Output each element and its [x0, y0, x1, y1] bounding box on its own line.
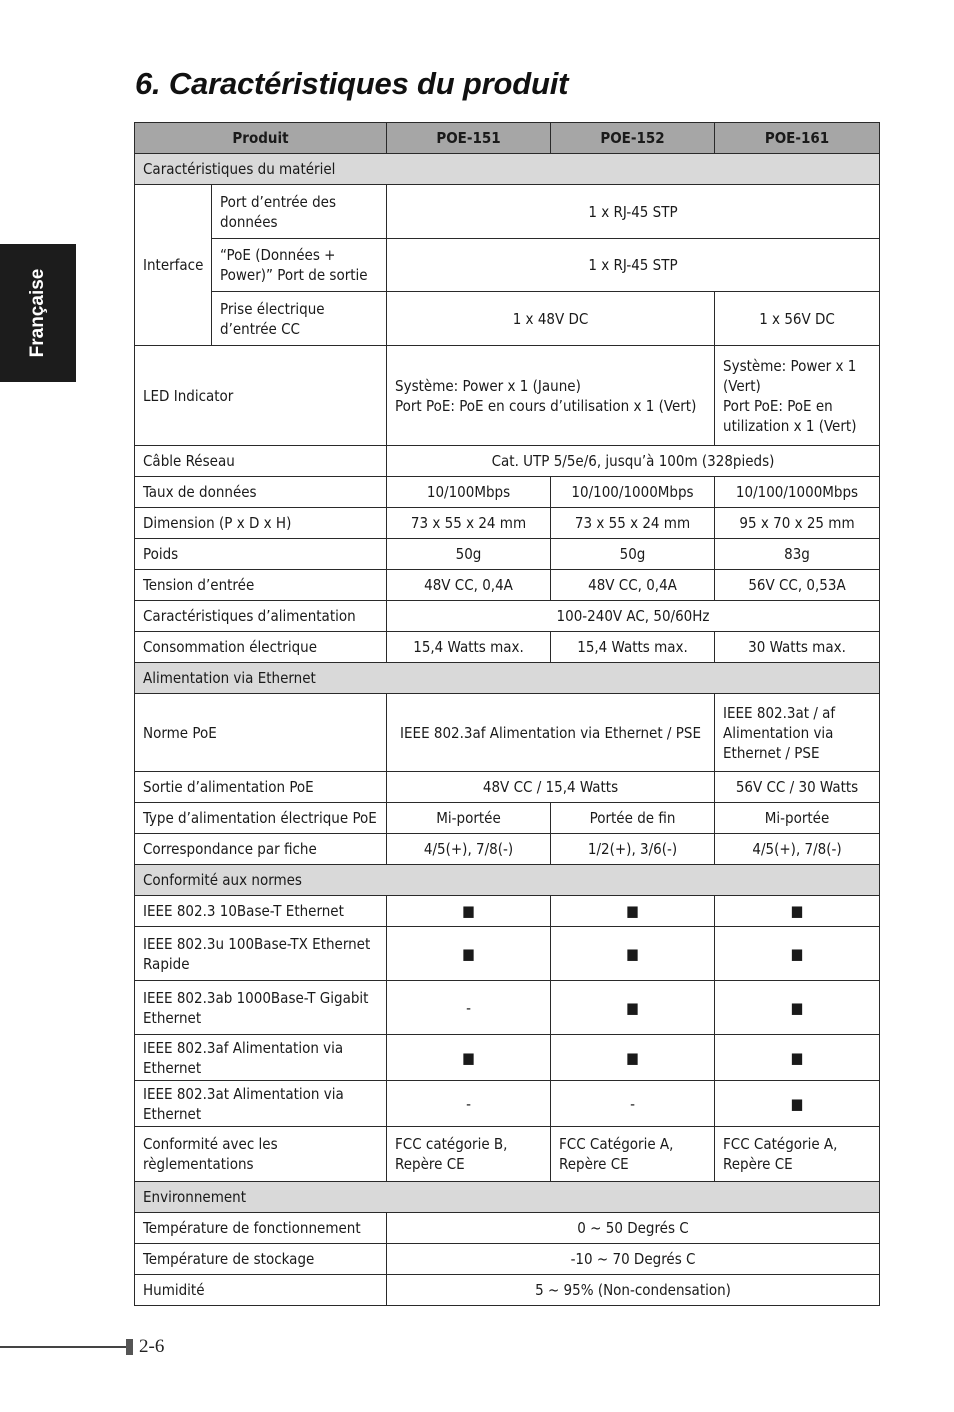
table-row: [135, 1275, 880, 1306]
row-label: Norme PoE: [135, 694, 387, 772]
language-side-tab: [0, 244, 76, 382]
led-line: Système: Power x 1 (Jaune): [395, 376, 581, 395]
footer-rule: [0, 1346, 126, 1348]
cell-value: 100-240V AC, 50/60Hz: [387, 601, 880, 632]
table-row: [135, 896, 880, 927]
row-label: Taux de données: [135, 477, 387, 508]
row-label: IEEE 802.3 10Base-T Ethernet: [135, 896, 387, 927]
cell-value: IEEE 802.3at / af Alimentation via Ethernet / PSE: [715, 694, 880, 772]
cell-value: 4/5(+), 7/8(-): [387, 834, 551, 865]
row-label: Température de fonctionnement: [135, 1213, 387, 1244]
cell-value: 50g: [387, 539, 551, 570]
header-produit: Produit: [135, 123, 387, 154]
row-label: Consommation électrique: [135, 632, 387, 663]
row-label: Humidité: [135, 1275, 387, 1306]
row-label: IEEE 802.3ab 1000Base-T Gigabit Ethernet: [135, 981, 387, 1035]
cell-value: FCC Catégorie A, Repère CE: [551, 1127, 715, 1182]
compliance-mark: ■: [551, 981, 715, 1035]
cell-value: Mi-portée: [387, 803, 551, 834]
section-ethernet: Alimentation via Ethernet: [135, 663, 880, 694]
language-label: Française: [27, 268, 48, 358]
compliance-mark: ■: [715, 1081, 880, 1127]
row-label: Température de stockage: [135, 1244, 387, 1275]
compliance-mark: ■: [387, 1035, 551, 1081]
row-label: Conformité avec les règlementations: [135, 1127, 387, 1182]
cell-value: 48V CC, 0,4A: [551, 570, 715, 601]
led-line: Port PoE: PoE en cours d’utilisation x 1 (Vert): [395, 396, 697, 415]
cell-value: 5 ~ 95% (Non-condensation): [387, 1275, 880, 1306]
compliance-mark: ■: [715, 981, 880, 1035]
section-normes: Conformité aux normes: [135, 865, 880, 896]
cell-value: -10 ~ 70 Degrés C: [387, 1244, 880, 1275]
compliance-mark: -: [387, 1081, 551, 1127]
cell-value: 15,4 Watts max.: [387, 632, 551, 663]
compliance-mark: ■: [551, 896, 715, 927]
cell-value: 30 Watts max.: [715, 632, 880, 663]
led-cell-151-152: [387, 346, 715, 446]
table-row: [135, 570, 880, 601]
table-row: [135, 1213, 880, 1244]
cell-value: 15,4 Watts max.: [551, 632, 715, 663]
row-label: IEEE 802.3af Alimentation via Ethernet: [135, 1035, 387, 1081]
table-row: [135, 185, 880, 239]
cell-value: 48V CC / 15,4 Watts: [387, 772, 715, 803]
cell-value: 1 x 48V DC: [387, 292, 715, 346]
table-row: [135, 1081, 880, 1127]
cell-value: Cat. UTP 5/5e/6, jusqu’à 100m (328pieds): [387, 446, 880, 477]
page-number: 2-6: [139, 1336, 165, 1357]
row-label: Tension d’entrée: [135, 570, 387, 601]
section-row: [135, 865, 880, 896]
compliance-mark: ■: [715, 927, 880, 981]
row-label: Port d’entrée des données: [212, 185, 387, 239]
row-label: IEEE 802.3at Alimentation via Ethernet: [135, 1081, 387, 1127]
led-line: Port PoE: PoE en utilization x 1 (Vert): [723, 396, 857, 435]
cell-value: 1 x 56V DC: [715, 292, 880, 346]
row-label: “PoE (Données + Power)” Port de sortie: [212, 239, 387, 292]
cell-value: 1 x RJ-45 STP: [387, 239, 880, 292]
section-environnement: Environnement: [135, 1182, 880, 1213]
table-row: [135, 1244, 880, 1275]
cell-value: 1 x RJ-45 STP: [387, 185, 880, 239]
table-row: [135, 834, 880, 865]
table-row: [135, 292, 880, 346]
compliance-mark: ■: [387, 927, 551, 981]
header-model: POE-151: [387, 123, 551, 154]
row-label: Type d’alimentation électrique PoE: [135, 803, 387, 834]
page-title: 6. Caractéristiques du produit: [135, 66, 569, 101]
compliance-mark: ■: [551, 1035, 715, 1081]
table-row: [135, 1127, 880, 1182]
table-row: [135, 477, 880, 508]
cell-value: FCC catégorie B, Repère CE: [387, 1127, 551, 1182]
table-row: [135, 508, 880, 539]
table-row: [135, 601, 880, 632]
led-cell-161: [715, 346, 880, 446]
table-row: [135, 346, 880, 446]
table-row: [135, 539, 880, 570]
header-model: POE-161: [715, 123, 880, 154]
table-row: [135, 632, 880, 663]
table-row: [135, 803, 880, 834]
cell-value: FCC Catégorie A, Repère CE: [715, 1127, 880, 1182]
cell-value: 0 ~ 50 Degrés C: [387, 1213, 880, 1244]
cell-value: 10/100Mbps: [387, 477, 551, 508]
cell-value: 10/100/1000Mbps: [551, 477, 715, 508]
cell-value: Mi-portée: [715, 803, 880, 834]
table-row: [135, 927, 880, 981]
cell-value: 48V CC, 0,4A: [387, 570, 551, 601]
cell-value: 50g: [551, 539, 715, 570]
table-row: [135, 981, 880, 1035]
section-materiel: Caractéristiques du matériel: [135, 154, 880, 185]
row-label: Sortie d’alimentation PoE: [135, 772, 387, 803]
compliance-mark: -: [551, 1081, 715, 1127]
cell-value: 10/100/1000Mbps: [715, 477, 880, 508]
section-row: [135, 1182, 880, 1213]
cell-value: 73 x 55 x 24 mm: [387, 508, 551, 539]
compliance-mark: ■: [387, 896, 551, 927]
row-label: LED Indicator: [135, 346, 387, 446]
row-label: Poids: [135, 539, 387, 570]
table-row: [135, 1035, 880, 1081]
section-row: [135, 154, 880, 185]
compliance-mark: ■: [715, 896, 880, 927]
table-row: [135, 694, 880, 772]
cell-value: 4/5(+), 7/8(-): [715, 834, 880, 865]
row-label: Caractéristiques d’alimentation: [135, 601, 387, 632]
table-row: [135, 446, 880, 477]
cell-value: 83g: [715, 539, 880, 570]
header-row: [135, 123, 880, 154]
cell-value: 95 x 70 x 25 mm: [715, 508, 880, 539]
compliance-mark: ■: [715, 1035, 880, 1081]
spec-table: [134, 122, 880, 1306]
led-line: Système: Power x 1 (Vert): [723, 356, 857, 395]
cell-value: Portée de fin: [551, 803, 715, 834]
row-label: Câble Réseau: [135, 446, 387, 477]
cell-value: 56V CC, 0,53A: [715, 570, 880, 601]
row-label: Prise électrique d’entrée CC: [212, 292, 387, 346]
cell-value: 73 x 55 x 24 mm: [551, 508, 715, 539]
row-label: IEEE 802.3u 100Base-TX Ethernet Rapide: [135, 927, 387, 981]
interface-label: Interface: [135, 185, 212, 346]
table-row: [135, 772, 880, 803]
row-label: Correspondance par fiche: [135, 834, 387, 865]
section-row: [135, 663, 880, 694]
row-label: Dimension (P x D x H): [135, 508, 387, 539]
cell-value: 1/2(+), 3/6(-): [551, 834, 715, 865]
compliance-mark: ■: [551, 927, 715, 981]
compliance-mark: -: [387, 981, 551, 1035]
cell-value: 56V CC / 30 Watts: [715, 772, 880, 803]
table-row: [135, 239, 880, 292]
cell-value: IEEE 802.3af Alimentation via Ethernet / PSE: [387, 694, 715, 772]
header-model: POE-152: [551, 123, 715, 154]
footer-marker: [126, 1339, 133, 1355]
